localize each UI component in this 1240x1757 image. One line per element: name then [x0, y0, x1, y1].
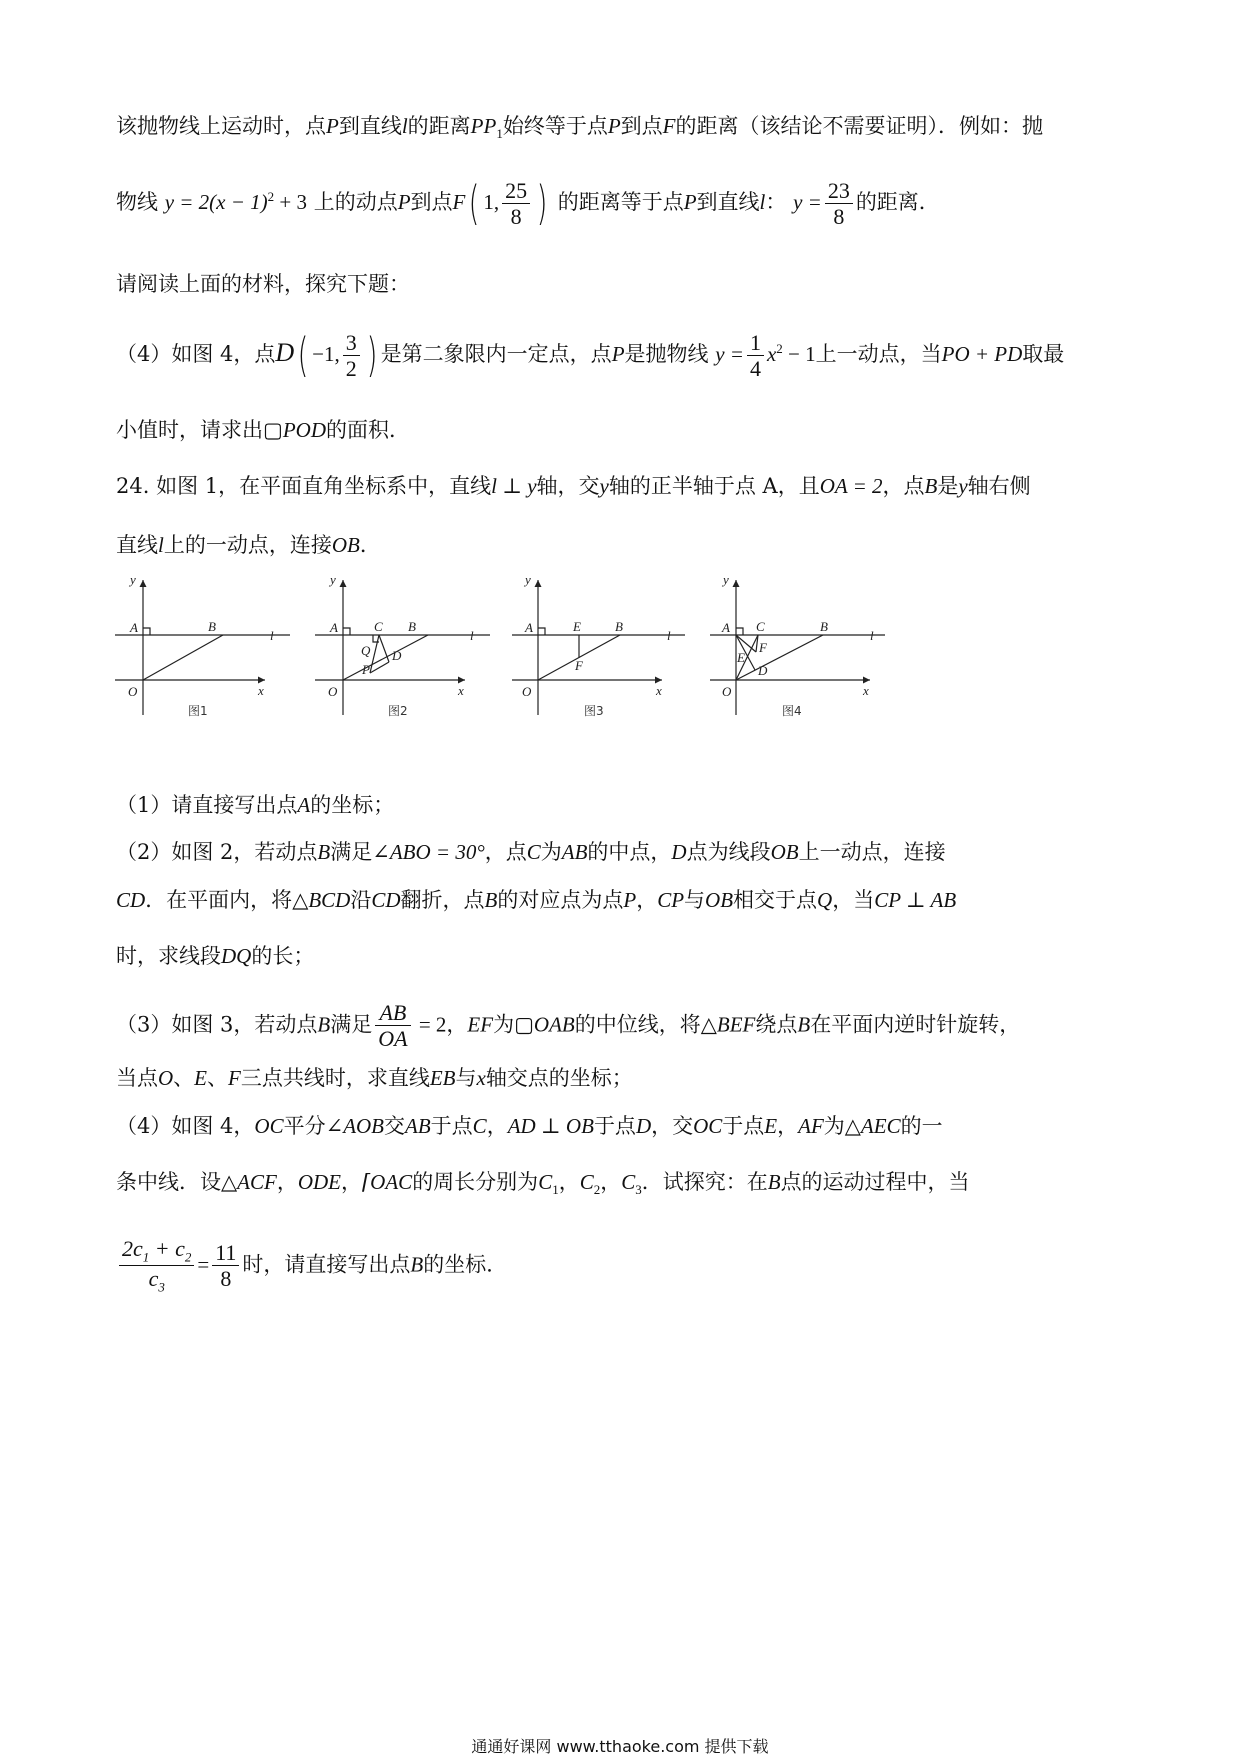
fraction: [747, 330, 764, 382]
var-CP: CP: [657, 888, 685, 912]
figure-1-caption: 图1: [188, 704, 208, 718]
text-line-7: [116, 533, 381, 558]
var-P: P: [397, 190, 411, 215]
subscript: 3: [635, 1182, 642, 1198]
var-DQ: DQ: [221, 944, 252, 968]
fig3-label-x: x: [656, 683, 662, 698]
text: 的长；: [251, 944, 315, 968]
text: ，: [600, 1170, 622, 1194]
fig4-label-B: B: [820, 619, 828, 634]
subscript: 2: [184, 1249, 192, 1265]
text: 翻折，点: [400, 888, 485, 912]
question-2-line-3: [116, 944, 314, 969]
question-4-line-2: [116, 1170, 970, 1198]
var-D: D: [671, 840, 687, 864]
text: 轴右侧: [967, 474, 1031, 498]
text: 沿: [350, 888, 372, 912]
var-x: x: [766, 342, 777, 367]
figure-row: [110, 570, 990, 725]
text-line-2: [116, 176, 940, 231]
figures-svg: [110, 570, 990, 725]
expression: PO + PD: [941, 342, 1023, 367]
text: 交: [384, 1114, 406, 1138]
fraction: [343, 330, 360, 382]
equation: y =: [715, 342, 744, 367]
text: 始终等于点: [502, 114, 608, 138]
var-P: P: [683, 190, 697, 215]
var-A: A: [297, 793, 311, 817]
text: 相交于点: [733, 888, 818, 912]
fig1-label-O: O: [128, 684, 138, 699]
var-OC: OC: [693, 1114, 723, 1138]
text: 点的运动过程中，当: [780, 1170, 970, 1194]
text: 的中点，: [587, 840, 672, 864]
var-OB: OB: [770, 840, 799, 864]
numerator: 25: [505, 177, 528, 203]
text: ，: [777, 1114, 799, 1138]
text: 上的动点: [313, 190, 398, 215]
text-line-3: 请阅读上面的材料，探究下题：: [116, 272, 410, 296]
var-l: l: [401, 114, 408, 138]
denominator: 8: [220, 1266, 232, 1292]
denominator: 8: [510, 204, 522, 230]
text: 到点: [620, 114, 663, 138]
text-line-5: [116, 418, 410, 443]
perp-equation: CP ⊥ AB: [874, 888, 957, 912]
numerator: 23: [827, 177, 850, 203]
text: 到点: [410, 190, 453, 215]
text: 轴的正半轴于点 A，且: [608, 474, 820, 498]
triangle-OAC: ⌈OAC: [361, 1170, 413, 1194]
fraction: [212, 1240, 239, 1292]
var-EB: EB: [429, 1066, 456, 1090]
text: 小值时，请求出: [116, 418, 263, 442]
triangle-AEC: △AEC: [844, 1114, 901, 1138]
text: 时，求线段: [116, 944, 221, 968]
coord: 1,: [483, 190, 500, 215]
text: 是第二象限内一定点，点: [380, 342, 612, 367]
text: 的周长分别为: [412, 1170, 539, 1194]
fig4-label-x: x: [863, 683, 869, 698]
text: ，点: [882, 474, 925, 498]
var-B: B: [484, 888, 498, 912]
text: 的距离: [407, 114, 471, 138]
var-y: y: [958, 474, 968, 498]
var-l: l: [759, 190, 766, 215]
triangle-BEF: △BEF: [700, 1012, 756, 1037]
equation: y =: [793, 190, 822, 215]
var-OAB: OAB: [533, 1012, 575, 1037]
subscript: 1: [142, 1249, 150, 1265]
denominator: 8: [833, 204, 845, 230]
text: ，: [276, 1170, 298, 1194]
text-line-4: [116, 328, 1064, 383]
var-B: B: [797, 1012, 811, 1037]
text: ：: [765, 190, 787, 215]
var-C1: C: [538, 1170, 553, 1194]
triangle-ODE: ODE: [297, 1170, 341, 1194]
fig3-label-y: y: [525, 572, 531, 587]
text: 在平面内逆时针旋转，: [810, 1012, 1021, 1037]
text: 为: [540, 840, 562, 864]
var-C: C: [526, 840, 541, 864]
denominator: 2: [345, 356, 357, 382]
equation: y = 2(x − 1): [164, 190, 268, 215]
numerator: 3: [345, 329, 357, 355]
var-y: y: [599, 474, 609, 498]
var-PP1: PP: [470, 114, 497, 138]
var-C: C: [472, 1114, 487, 1138]
fraction: [375, 1000, 410, 1052]
var-B: B: [924, 474, 938, 498]
var-l: l: [491, 474, 497, 498]
figure-3-caption: 图3: [584, 704, 604, 718]
text: ，点: [484, 840, 527, 864]
var-CD: CD: [116, 888, 146, 912]
text: 到直线: [696, 190, 760, 215]
text: ．试探究：在: [641, 1170, 768, 1194]
fig2-label-D: D: [392, 648, 402, 663]
equals: =: [197, 1252, 210, 1277]
fig3-label-E: E: [573, 619, 581, 634]
var-P: P: [611, 342, 625, 367]
perp-equation: AD ⊥ OB: [507, 1114, 594, 1138]
text: 时，请直接写出点: [242, 1252, 411, 1277]
text: 于点: [722, 1114, 765, 1138]
text: 当点: [116, 1066, 158, 1090]
fig2-label-l: l: [470, 628, 474, 643]
fig3-label-B: B: [615, 619, 623, 634]
fig1-label-A: A: [130, 620, 138, 635]
text: 24. 如图 1，在平面直角坐标系中，直线: [116, 474, 492, 498]
fig2-label-B: B: [408, 619, 416, 634]
coord: −1,: [312, 342, 340, 367]
fig1-label-y: y: [130, 572, 136, 587]
fig2-label-O: O: [328, 684, 338, 699]
text: 上的一动点，连接: [163, 533, 332, 557]
angle-equation: ∠ABO = 30°: [372, 840, 485, 864]
text: ，: [486, 1114, 508, 1138]
fig1-label-x: x: [258, 683, 264, 698]
text: ，: [636, 888, 658, 912]
var-F: F: [452, 190, 466, 215]
var-O: O: [158, 1066, 174, 1090]
triangle-BCD: △BCD: [292, 888, 351, 912]
var-OC: OC: [254, 1114, 284, 1138]
var-E: E: [764, 1114, 778, 1138]
text: 的面积．: [326, 418, 411, 442]
fig1-label-l: l: [270, 628, 274, 643]
fig4-label-l: l: [870, 628, 874, 643]
var-F: F: [662, 114, 676, 138]
var-OB: OB: [331, 533, 360, 557]
text: 于点: [593, 1114, 636, 1138]
equation: OA = 2: [819, 474, 883, 498]
var-P: P: [607, 114, 621, 138]
right-paren: ): [366, 328, 378, 382]
fig4-label-A: A: [722, 620, 730, 635]
text: 是抛物线: [624, 342, 709, 367]
text: 满足: [330, 840, 373, 864]
numerator: 1: [749, 329, 761, 355]
fig1-label-B: B: [208, 619, 216, 634]
text: ，: [340, 1170, 362, 1194]
fig2-label-x: x: [458, 683, 464, 698]
var-C3: C: [621, 1170, 636, 1194]
text: 的距离（该结论不需要证明）．例如：抛: [675, 114, 1043, 138]
denominator: [146, 1266, 168, 1295]
equation: = 2: [413, 1012, 447, 1037]
text: 平分: [283, 1114, 326, 1138]
triangle-symbol: ▢: [514, 1012, 534, 1037]
var-F: F: [228, 1066, 241, 1090]
equation: − 1: [782, 342, 816, 367]
var-OB: OB: [705, 888, 734, 912]
text: 满足: [330, 1012, 373, 1037]
question-2-line-1: [116, 840, 946, 865]
text: 、: [207, 1066, 228, 1090]
text: 为: [823, 1114, 845, 1138]
text: （1）请直接写出点: [116, 793, 298, 817]
text: 轴交点的坐标；: [485, 1066, 633, 1090]
text: 到直线: [338, 114, 402, 138]
right-paren: ): [536, 176, 548, 230]
text: 上一动点，连接: [798, 840, 946, 864]
var-CD: CD: [371, 888, 401, 912]
text: 的距离．: [855, 190, 940, 215]
page-footer: 通通好课网 www.tthaoke.com 提供下载: [471, 1737, 769, 1756]
text: 、: [173, 1066, 195, 1090]
fig3-label-F: F: [575, 658, 583, 673]
triangle-symbol: ▢: [263, 418, 283, 442]
var-P: P: [623, 888, 637, 912]
text: 的对应点为点: [497, 888, 624, 912]
fig4-label-y: y: [723, 572, 729, 587]
text: 的一: [900, 1114, 943, 1138]
question-1: [116, 793, 394, 818]
text: 于点: [430, 1114, 473, 1138]
fig2-label-y: y: [330, 572, 336, 587]
text: 轴，交: [536, 474, 600, 498]
question-3-line-2: [116, 1066, 633, 1091]
fig4-label-D: D: [758, 663, 768, 678]
var-AF: AF: [798, 1114, 824, 1138]
text: ．在平面内，将: [145, 888, 293, 912]
fig2-label-Q: Q: [361, 643, 371, 658]
numerator: [119, 1236, 194, 1265]
text: 是: [937, 474, 959, 498]
equation: + 3: [274, 190, 308, 215]
fraction: [825, 178, 853, 230]
text: 的坐标．: [423, 1252, 508, 1277]
var-B: B: [317, 1012, 331, 1037]
figure-4: [710, 580, 885, 715]
var-EF: EF: [467, 1012, 494, 1037]
text: 三点共线时，求直线: [240, 1066, 430, 1090]
question-4-line-1: [116, 1114, 943, 1139]
text: ，: [446, 1012, 468, 1037]
text: ，当: [832, 888, 875, 912]
numerator: AB: [379, 1000, 407, 1025]
text: 绕点: [755, 1012, 798, 1037]
fig4-label-O: O: [722, 684, 732, 699]
var-POD: POD: [282, 418, 327, 442]
left-paren: (: [297, 328, 309, 382]
var-AB: AB: [561, 840, 588, 864]
numerator: 11: [215, 1240, 237, 1266]
text: ．: [359, 533, 381, 557]
figure-4-caption: 图4: [782, 704, 802, 718]
var-D: D: [275, 338, 295, 368]
superscript: 2: [776, 341, 783, 357]
figure-2-caption: 图2: [388, 704, 408, 718]
text: ，: [558, 1170, 580, 1194]
text: 的坐标；: [310, 793, 395, 817]
subscript: 1: [496, 126, 503, 142]
fig2-label-C: C: [374, 619, 383, 634]
perp-symbol: ⊥: [496, 474, 528, 498]
var-P: P: [326, 114, 339, 138]
text: 的中位线，将: [574, 1012, 701, 1037]
text: 的距离等于点: [557, 190, 684, 215]
var-C2: C: [579, 1170, 594, 1194]
question-2-line-2: [116, 888, 956, 913]
var-x: x: [476, 1066, 486, 1090]
text: 取最: [1022, 342, 1065, 367]
fig3-label-A: A: [525, 620, 533, 635]
text: （3）如图 3，若动点: [116, 1012, 318, 1037]
text: 为: [493, 1012, 515, 1037]
text: 与: [455, 1066, 477, 1090]
fig4-label-C: C: [756, 619, 765, 634]
angle-AOB: ∠AOB: [325, 1114, 385, 1138]
text: 与: [684, 888, 706, 912]
fig2-label-A: A: [330, 620, 338, 635]
superscript: 2: [267, 189, 275, 205]
text: + c: [149, 1236, 185, 1261]
text: c: [148, 1266, 159, 1292]
var-B: B: [317, 840, 331, 864]
text-line-6: [116, 474, 1031, 499]
triangle-ACF: △ACF: [221, 1170, 277, 1194]
var-D: D: [635, 1114, 652, 1138]
question-3-line-1: [116, 1000, 1020, 1052]
var-B: B: [767, 1170, 781, 1194]
denominator: OA: [378, 1026, 408, 1052]
var-E: E: [194, 1066, 207, 1090]
left-paren: (: [468, 176, 480, 230]
fig4-label-F: F: [759, 640, 767, 655]
var-Q: Q: [817, 888, 833, 912]
fig3-label-l: l: [667, 628, 671, 643]
fraction: [502, 178, 530, 230]
var-B: B: [410, 1252, 424, 1277]
text: （4）如图 4，点: [116, 342, 276, 367]
text: ，交: [651, 1114, 694, 1138]
text: （4）如图 4，: [116, 1114, 255, 1138]
var-l: l: [158, 533, 164, 557]
var-AB: AB: [405, 1114, 431, 1138]
fraction: [119, 1236, 194, 1296]
text: 物线: [116, 190, 158, 215]
question-4-line-3: [116, 1236, 507, 1296]
text: 直线: [116, 533, 158, 557]
text: 2c: [122, 1236, 143, 1261]
fig2-label-P: P: [362, 662, 370, 677]
text: 上一动点，当: [815, 342, 942, 367]
text: 条中线．设: [116, 1170, 221, 1194]
subscript: 1: [552, 1182, 559, 1198]
text: 该抛物线上运动时，点: [116, 114, 326, 138]
text: 点为线段: [686, 840, 771, 864]
text-line-1: [116, 114, 1043, 142]
subscript: 3: [158, 1279, 165, 1295]
text: （2）如图 2，若动点: [116, 840, 318, 864]
subscript: 2: [593, 1182, 601, 1198]
var-y: y: [527, 474, 537, 498]
fig4-label-E: E: [737, 650, 745, 665]
denominator: 4: [749, 356, 761, 382]
fig3-label-O: O: [522, 684, 532, 699]
